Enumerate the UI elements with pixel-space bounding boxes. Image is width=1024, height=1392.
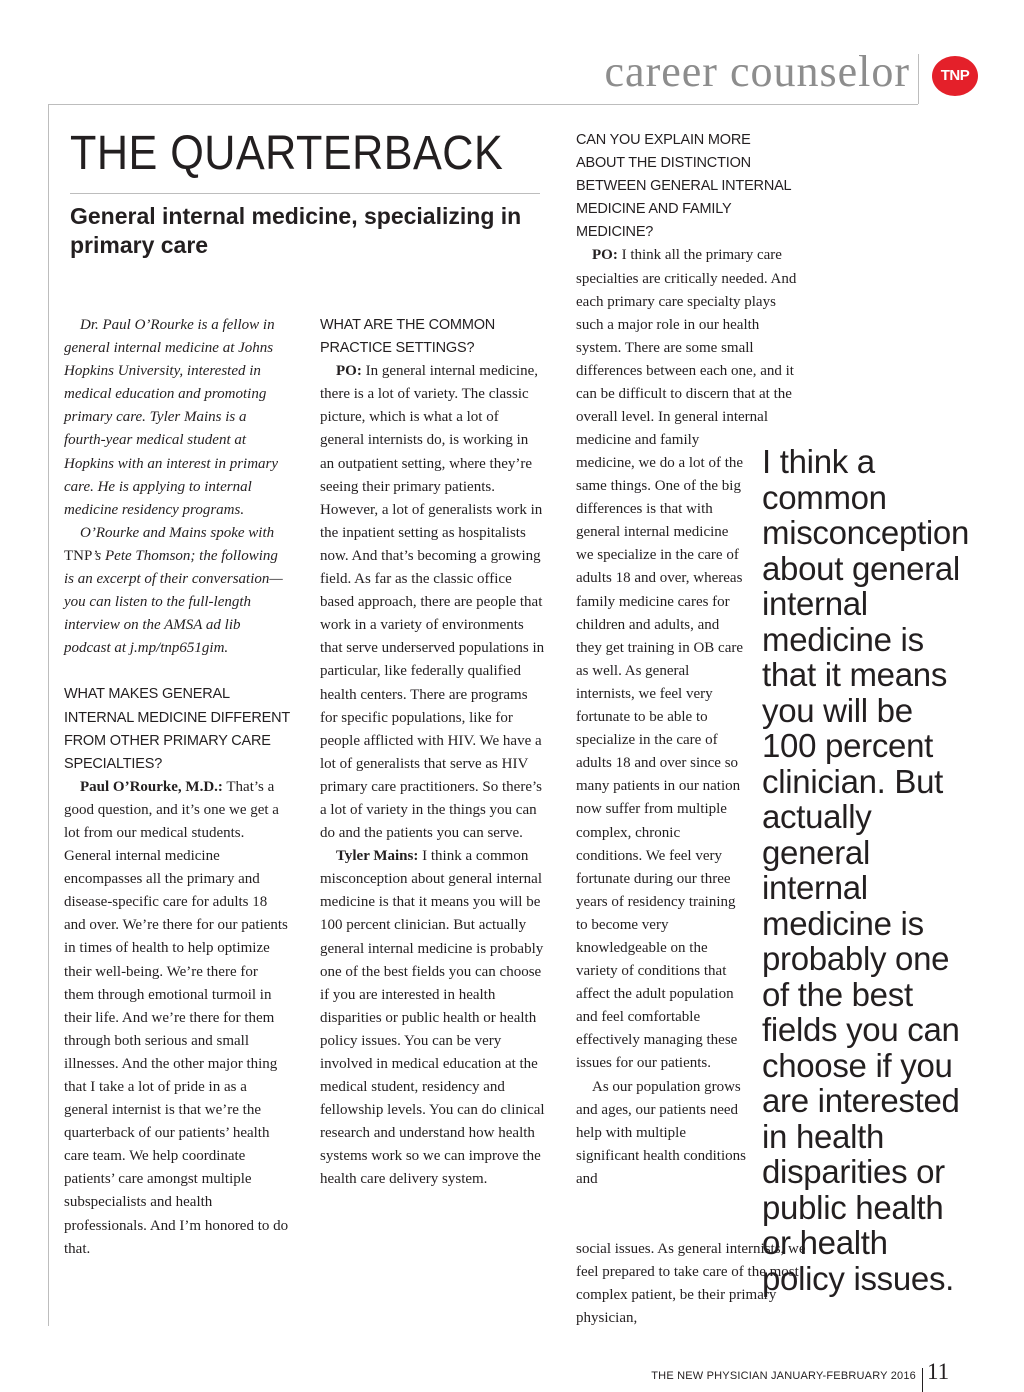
left-rule xyxy=(48,104,49,1326)
answer-paragraph: As our population grows and ages, our patients need help with multiple significant health conditions and xyxy=(576,1078,746,1187)
answer-paragraph xyxy=(64,776,290,1261)
header-divider xyxy=(918,54,919,104)
footer-publication: THE NEW PHYSICIAN JANUARY-FEBRUARY 2016 xyxy=(651,1370,916,1382)
article-subheadline: General internal medicine, specializing in primary care xyxy=(70,203,522,258)
text-column-3-middle xyxy=(576,452,748,1191)
pull-quote: I think a common misconception about general internal medicine is that it means you will be 100 percent clinician. But actually general internal medicine is probably one of the best fields you can choose if you are interested in health disparities or public health or health policy issues. xyxy=(762,443,970,1297)
text-column-2 xyxy=(320,314,546,1192)
answer-text: I think all the primary care specialties are critically needed. And each primary care specialty plays such a major role in our health system. There are some small differences between each one, and it can be difficult to discern that at the overall level. In general internal medicine and family xyxy=(576,247,797,449)
intro-credit-rest: ’s Pete Thomson; the following is an excerpt of their conversation—you can listen to the full-length interview on the AMSA ad lib podcast at j.mp/tnp651gim. xyxy=(64,547,283,657)
headline-rule xyxy=(70,193,540,194)
article-headline: THE QUARTERBACK xyxy=(70,127,504,180)
top-rule xyxy=(48,104,918,105)
answer-paragraph xyxy=(576,244,798,452)
page-number: 11 xyxy=(927,1359,950,1384)
speaker-name: PO: xyxy=(592,247,618,264)
answer-paragraph xyxy=(320,360,546,845)
answer-text: That’s a good question, and it’s one we get a lot from our medical students. General internal medicine encompasses all the primary and disease-specific care for adults 18 and over. We’re there for our patients in times of health to help optimize their well-being. We’re there for them through emotional turmoil in their life. And we’re there for them through both serious and small illnesses. And the other major thing that I take a lot of pride in as a general internist is that we’re the quarterback of our patients’ health care team. We help coordinate patients’ care amongst multiple subspecialists and health professionals. And I’m honored to do that. xyxy=(64,778,289,1257)
question-heading: CAN YOU EXPLAIN MORE ABOUT THE DISTINCTION BETWEEN GENERAL INTERNAL MEDICINE AND FAMILY MEDICINE? xyxy=(576,132,791,241)
publication-name: TNP xyxy=(64,547,93,564)
text-column-1 xyxy=(64,314,290,1261)
footer-divider xyxy=(922,1368,923,1392)
speaker-name: PO: xyxy=(336,363,362,380)
question-heading: WHAT MAKES GENERAL INTERNAL MEDICINE DIFFERENT FROM OTHER PRIMARY CARE SPECIALTIES? xyxy=(64,686,290,772)
tnp-logo-badge: TNP xyxy=(932,56,978,96)
intro-paragraph: Dr. Paul O’Rourke is a fellow in general internal medicine at Johns Hopkins University, interested in medical education and promoting primary care. Tyler Mains is a fourth-year medical student at Hopkins with an interest in primary care. He is applying to internal medicine residency programs. xyxy=(64,317,279,518)
answer-continuation: medicine, we do a lot of the same things. One of the big differences is that with general internal medicine we specialize in the care of adults 18 and over, whereas family medicine cares for children and adults, and they get training in OB care as well. As general internists, we feel very fortunate to be able to specialize in the care of adults 18 and over since so many patients in our nation now suffer from multiple complex, chronic conditions. We feel very fortunate during our three years of residency training to become very knowledgeable on the variety of conditions that affect the adult population and feel comfortable effectively managing these issues for our patients. xyxy=(576,455,744,1072)
speaker-name: Paul O’Rourke, M.D.: xyxy=(80,778,223,795)
section-title: career counselor xyxy=(604,47,910,96)
answer-text: I think a common misconception about general internal medicine is that it means you will be 100 percent clinician. But actually general internal medicine is probably one of the best fields you can choose if you are interested in health disparities or public health or health policy issues. You can be very involved in medical education at the medical student, residency and fellowship levels. You can do clinical research and understand how health systems work so we can improve the health care delivery system. xyxy=(320,848,545,1188)
question-heading: WHAT ARE THE COMMON PRACTICE SETTINGS? xyxy=(320,317,496,357)
text-column-3-top xyxy=(576,129,798,452)
speaker-name: Tyler Mains: xyxy=(336,848,419,865)
intro-credit-paragraph xyxy=(64,522,290,661)
answer-paragraph xyxy=(320,845,546,1191)
answer-continuation: social issues. As general internists, we feel prepared to take care of the most complex patient, be their primary physician, xyxy=(576,1241,806,1327)
answer-text: In general internal medicine, there is a lot of variety. The classic picture, which is what a lot of general internists do, is working in an outpatient setting, where they’re seeing their primary patients. However, a lot of generalists work in the inpatient setting as hospitalists now. And that’s becoming a growing field. As far as the classic office based approach, there are people that work in a variety of environments that serve underserved populations in particular, like federally qualified health centers. There are programs for specific populations, like for people afflicted with HIV. We have a lot of generalists that serve as HIV primary care practitioners. So there’s a lot of variety in the things you can do and the patients you can serve. xyxy=(320,363,545,842)
intro-credit-lead: O’Rourke and Mains spoke with xyxy=(80,524,275,541)
